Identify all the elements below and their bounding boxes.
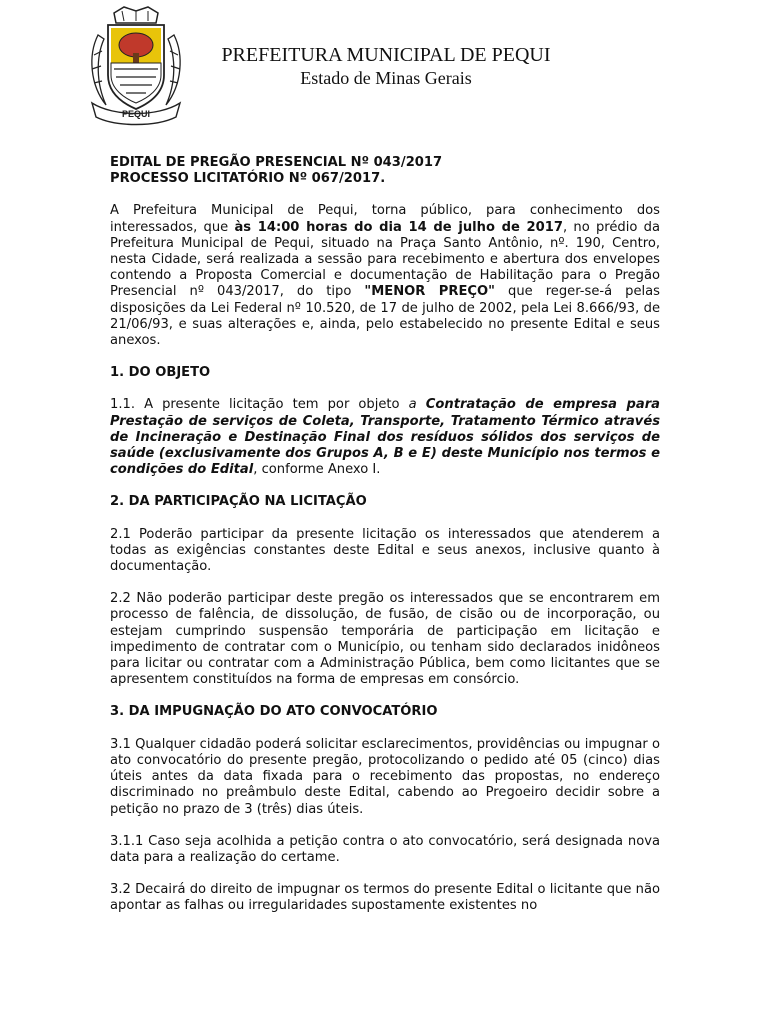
- clause-3-1: 3.1 Qualquer cidadão poderá solicitar esclarecimentos, providências ou impugnar o ato convocatório do presente pregão, protocolizando o pedido até 05 (cinco) dias úteis antes da data fixada para o recebimento das propostas, no endereço discriminado no preâmbulo deste Edital, cabendo ao Pregoeiro decidir sobre a petição no prazo de 3 (três) dias úteis.: [110, 736, 660, 817]
- document-body: [110, 155, 660, 915]
- clause-2-1: 2.1 Poderão participar da presente licitação os interessados que atenderem a todas as exigências constantes deste Edital e seus anexos, inclusive quanto à documentação.: [110, 526, 660, 575]
- tender-type: "MENOR PREÇO": [364, 284, 495, 300]
- clause-3-1-1: 3.1.1 Caso seja acolhida a petição contra o ato convocatório, será designada nova data para a realização do certame.: [110, 833, 660, 865]
- crest-ribbon-text: PEQUI: [121, 109, 151, 119]
- section-1-heading: 1. DO OBJETO: [110, 365, 211, 381]
- clause-1-1: 1.1. A presente licitação tem por objeto a Contratação de empresa para Prestação de serviços de Coleta, Transporte, Tratamento Térmico através de Incineração e Destinação Final dos resíduos sólidos dos serviços de saúde (exclusivamente dos Grupos A, B e E) deste Município nos termos e condições do Edital, conforme Anexo I.: [110, 397, 660, 478]
- municipal-crest-logo: [84, 5, 188, 129]
- session-datetime: às 14:00 horas do dia 14 de julho de 2017: [234, 219, 563, 235]
- tender-object: Contratação de empresa para Prestação de serviços de Coleta, Transporte, Tratamento Térmico através de Incineração e Destinação Final dos resíduos sólidos dos serviços de saúde (exclusivamente dos Grupos A, B e E) deste Município nos termos e condições do Edital: [110, 397, 660, 478]
- clause-3-2: 3.2 Decairá do direito de impugnar os termos do presente Edital o licitante que não apontar as falhas ou irregularidades supostamente existentes no: [110, 882, 660, 914]
- intro-paragraph: A Prefeitura Municipal de Pequi, torna público, para conhecimento dos interessados, que às 14:00 horas do dia 14 de julho de 2017, no prédio da Prefeitura Municipal de Pequi, situado na Praça Santo Antônio, nº. 190, Centro, nesta Cidade, será realizada a sessão para recebimento e abertura dos envelopes contendo a Proposta Comercial e documentação de Habilitação para o Pregão Presencial nº 043/2017, do tipo "MENOR PREÇO" que reger-se-á pelas disposições da Lei Federal nº 10.520, de 17 de julho de 2002, pela Lei 8.666/93, de 21/06/93, e suas alterações e, ainda, pelo estabelecido no presente Edital e seus anexos.: [110, 203, 660, 349]
- clause-2-2: 2.2 Não poderão participar deste pregão os interessados que se encontrarem em processo de falência, de dissolução, de fusão, de cisão ou de incorporação, ou estejam cumprindo suspensão temporária de participação em licitação e impedimento de contratar com o Município, ou tenham sido declarados inidôneos para licitar ou contratar com a Administração Pública, bem como licitantes que se apresentem constituídos na forma de empresas em consórcio.: [110, 591, 660, 688]
- section-2-heading: 2. DA PARTICIPAÇÃO NA LICITAÇÃO: [110, 494, 367, 510]
- state-subtitle: Estado de Minas Gerais: [300, 68, 472, 88]
- section-3-heading: 3. DA IMPUGNAÇÃO DO ATO CONVOCATÓRIO: [110, 704, 438, 720]
- municipality-title: PREFEITURA MUNICIPAL DE PEQUI: [221, 44, 551, 66]
- edital-number: EDITAL DE PREGÃO PRESENCIAL Nº 043/2017: [110, 155, 443, 170]
- processo-number: PROCESSO LICITATÓRIO Nº 067/2017.: [110, 171, 386, 187]
